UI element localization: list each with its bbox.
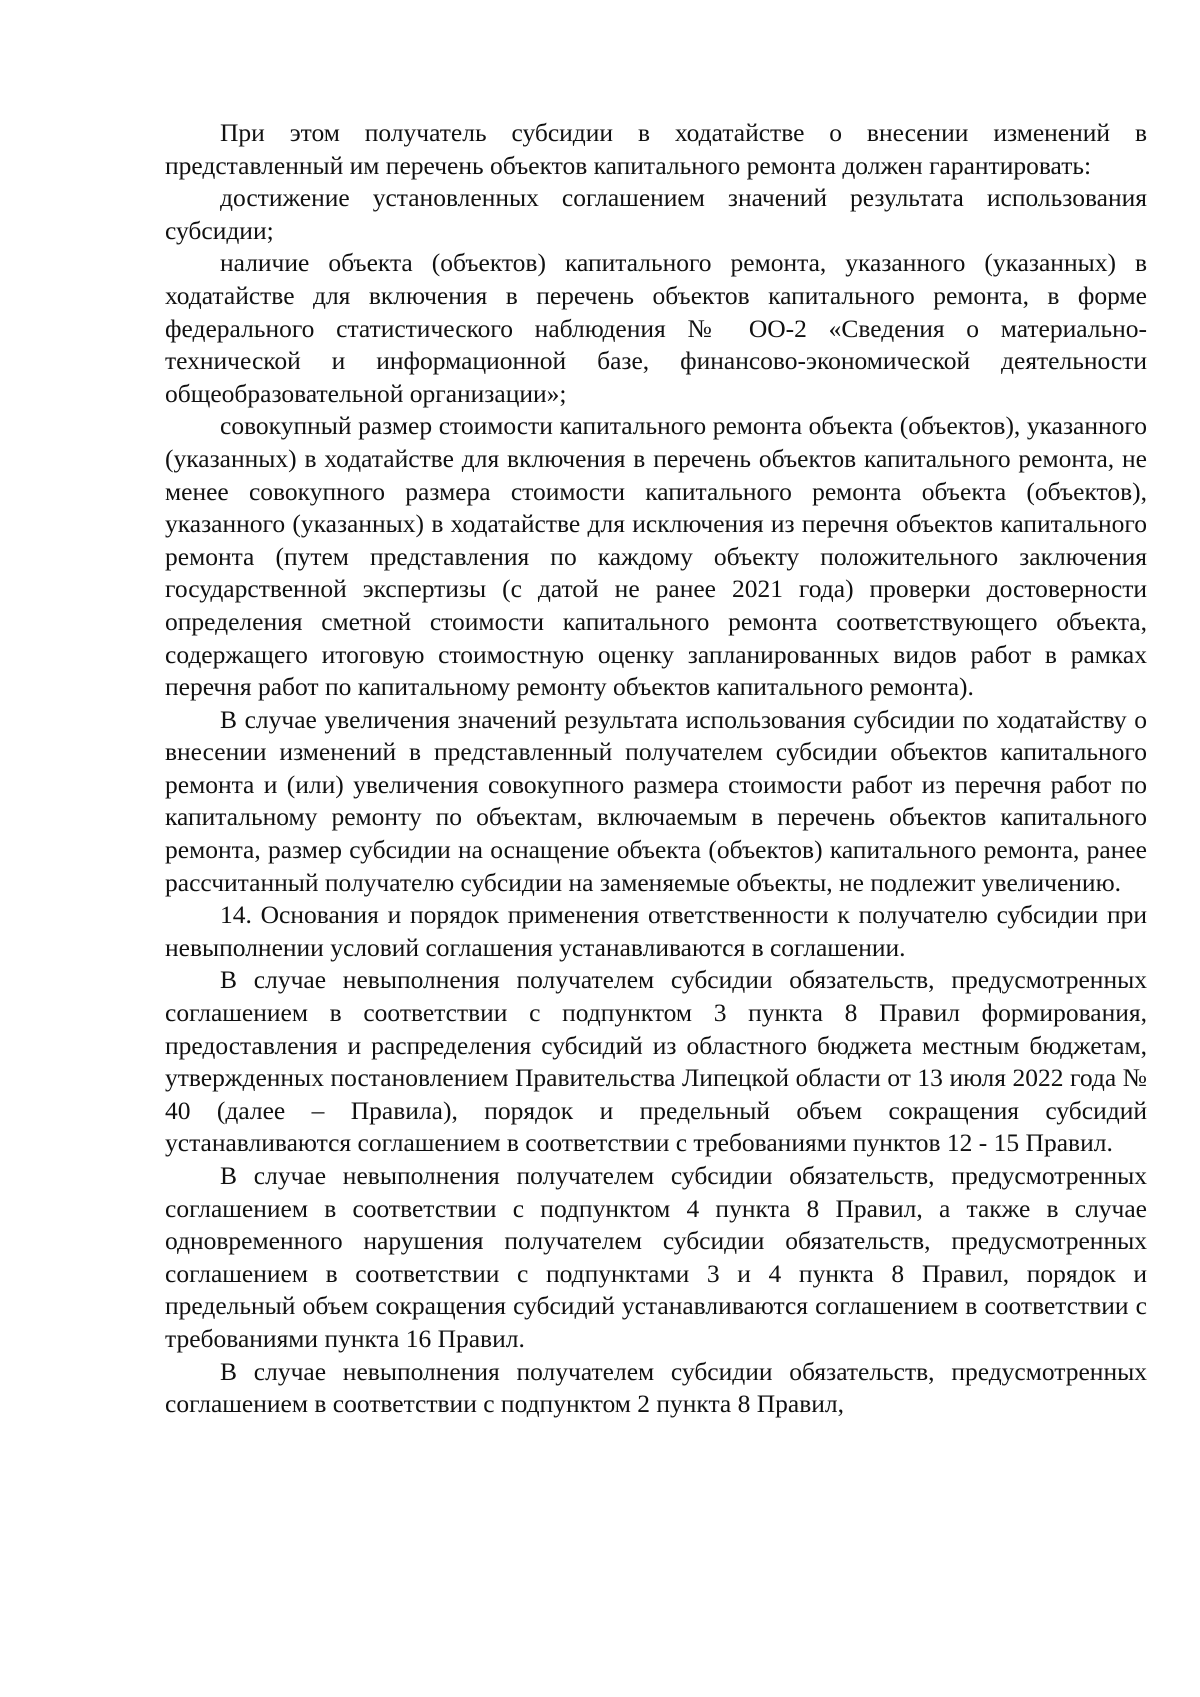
paragraph-object-presence: наличие объекта (объектов) капитального ремонта, указанного (указанных) в ходатайстве для включения в перечень объектов капитального ремонта, в форме федерального статистического наблюдения № ОО-2 «Сведения о материально-технической и информационной базе, финансово-экономической деятельности общеобразовательной организации»; bbox=[165, 248, 1147, 408]
paragraph-subclause-2: В случае невыполнения получателем субсидии обязательств, предусмотренных соглашением в соответствии с подпунктом 2 пункта 8 Правил, bbox=[165, 1356, 1147, 1419]
paragraph-subclause-4: В случае невыполнения получателем субсидии обязательств, предусмотренных соглашением в соответствии с подпунктом 4 пункта 8 Правил, а также в случае одновременного нарушения получателем субсидии обязательств, предусмотренных соглашением в соответствии с подпунктами 3 и 4 пункта 8 Правил, порядок и предельный объем сокращения субсидий устанавливаются соглашением в соответствии с требованиями пункта 16 Правил. bbox=[165, 1161, 1147, 1353]
document-body bbox=[165, 117, 1147, 1421]
paragraph-total-cost: совокупный размер стоимости капитального ремонта объекта (объектов), указанного (указанных) в ходатайстве для включения в перечень объектов капитального ремонта, не менее совокупного размера стоимости капитального ремонта объекта (объектов), указанного (указанных) в ходатайстве для исключения из перечня объектов капитального ремонта (путем представления по каждому объекту положительного заключения государственной экспертизы (с датой не ранее 2021 года) проверки достоверности определения сметной стоимости капитального ремонта соответствующего объекта, содержащего итоговую стоимостную оценку запланированных видов работ в рамках перечня работ по капитальному ремонту объектов капитального ремонта). bbox=[165, 411, 1147, 702]
paragraph-subsidy-increase: В случае увеличения значений результата использования субсидии по ходатайству о внесении изменений в представленный получателем субсидии объектов капитального ремонта и (или) увеличения совокупного размера стоимости работ из перечня работ по капитальному ремонту по объектам, включаемым в перечень объектов капитального ремонта, размер субсидии на оснащение объекта (объектов) капитального ремонта, ранее рассчитанный получателю субсидии на заменяемые объекты, не подлежит увеличению. bbox=[165, 704, 1147, 897]
paragraph-section-14: 14. Основания и порядок применения ответственности к получателю субсидии при невыполнении условий соглашения устанавливаются в соглашении. bbox=[165, 900, 1147, 962]
paragraph-result-values: достижение установленных соглашением значений результата использования субсидии; bbox=[165, 183, 1147, 245]
paragraph-subclause-3: В случае невыполнения получателем субсидии обязательств, предусмотренных соглашением в соответствии с подпунктом 3 пункта 8 Правил формирования, предоставления и распределения субсидий из областного бюджета местным бюджетам, утвержденных постановлением Правительства Липецкой области от 13 июля 2022 года № 40 (далее – Правила), порядок и предельный объем сокращения субсидий устанавливаются соглашением в соответствии с требованиями пунктов 12 - 15 Правил. bbox=[165, 965, 1147, 1158]
paragraph-guarantee-intro: При этом получатель субсидии в ходатайстве о внесении изменений в представленный им перечень объектов капитального ремонта должен гарантировать: bbox=[165, 118, 1147, 180]
